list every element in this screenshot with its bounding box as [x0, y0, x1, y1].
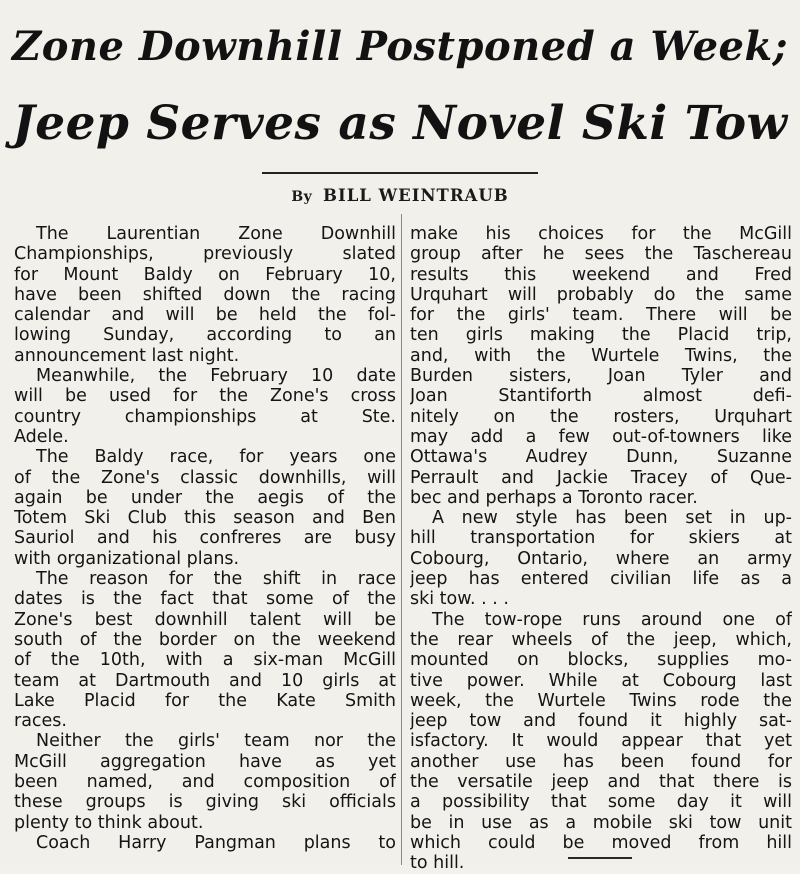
article-line: these groups is giving ski officials	[14, 792, 396, 813]
article-line: may add a few out-of-towners like	[410, 426, 792, 447]
article-line: plenty to think about.	[14, 812, 204, 833]
article-line: with organizational plans.	[14, 548, 240, 569]
article-line: ten girls making the Placid trip,	[410, 325, 792, 346]
article-line: Urquhart will probably do the same	[410, 284, 792, 305]
article-line: be in use as a mobile ski tow unit	[410, 812, 792, 833]
article-line: The Laurentian Zone Downhill	[36, 224, 396, 244]
article-line: A new style has been set in up-	[432, 508, 792, 529]
article-column-right	[410, 224, 792, 874]
article-line: will be used for the Zone's cross	[14, 386, 396, 407]
article-line: races.	[14, 711, 67, 732]
article-line: nitely on the rosters, Urquhart	[410, 406, 792, 427]
article-line: south of the border on the weekend	[14, 629, 396, 650]
article-line: The tow-rope runs around one of	[432, 609, 792, 630]
article-line: bec and perhaps a Toronto racer.	[410, 487, 698, 508]
article-line: Joan Stantiforth almost defi-	[410, 386, 792, 407]
article-line: hill transportation for skiers at	[410, 528, 792, 549]
article-column-left	[14, 224, 396, 853]
article-line: Sauriol and his confreres are busy	[14, 528, 396, 549]
article-line: Meanwhile, the February 10 date	[36, 366, 396, 387]
article-line: The reason for the shift in race	[36, 569, 396, 590]
article-line: again be under the aegis of the	[14, 487, 396, 508]
article-line: ski tow. . . .	[410, 589, 509, 610]
article-line: Adele.	[14, 426, 69, 447]
article-line: Championships, previously slated	[14, 244, 396, 265]
article-line: McGill aggregation have as yet	[14, 751, 396, 772]
article-line: for the girls' team. There will be	[410, 305, 792, 326]
article-line: and, with the Wurtele Twins, the	[410, 345, 792, 366]
article-line: have been shifted down the racing	[14, 284, 396, 305]
article-line: isfactory. It would appear that yet	[410, 731, 792, 752]
article-line: Perrault and Jackie Tracey of Que-	[410, 467, 792, 488]
article-line: a possibility that some day it will	[410, 792, 792, 813]
article-line: of the Zone's classic downhills, will	[14, 467, 396, 488]
article-line: Lake Placid for the Kate Smith	[14, 690, 396, 711]
article-line: for Mount Baldy on February 10,	[14, 264, 396, 285]
headline-line-1: Zone Downhill Postponed a Week;	[12, 23, 788, 70]
article-end-rule	[568, 857, 632, 859]
article-line: jeep tow and found it highly sat-	[410, 711, 792, 732]
article-line: another use has been found for	[410, 751, 792, 772]
article-line: to hill.	[410, 853, 465, 874]
article-line: Coach Harry Pangman plans to	[36, 832, 396, 853]
article-line: group after he sees the Taschereau	[410, 244, 792, 265]
article-line: results this weekend and Fred	[410, 264, 792, 285]
article-line: week, the Wurtele Twins rode the	[410, 690, 792, 711]
column-divider	[401, 214, 402, 865]
byline	[0, 186, 800, 205]
article-line: the rear wheels of the jeep, which,	[410, 629, 792, 650]
article-line: team at Dartmouth and 10 girls at	[14, 670, 396, 691]
article-line: mounted on blocks, supplies mo-	[410, 650, 792, 671]
article-line: country championships at Ste.	[14, 406, 396, 427]
article-line: which could be moved from hill	[410, 832, 792, 853]
article-line: of the 10th, with a six-man McGill	[14, 650, 396, 671]
article-line: make his choices for the McGill	[410, 224, 792, 244]
headline-rule	[262, 172, 538, 174]
byline-prefix: By	[291, 189, 313, 205]
article-line: Zone's best downhill talent will be	[14, 609, 396, 630]
article-line: been named, and composition of	[14, 772, 396, 793]
article-line: lowing Sunday, according to an	[14, 325, 396, 346]
article-line: tive power. While at Cobourg last	[410, 670, 792, 691]
article-line: Burden sisters, Joan Tyler and	[410, 366, 792, 387]
article-line: Neither the girls' team nor the	[36, 731, 396, 752]
headline-line-2: Jeep Serves as Novel Ski Tow	[12, 96, 788, 151]
byline-author: BILL WEINTRAUB	[323, 186, 509, 205]
article-line: calendar and will be held the fol-	[14, 305, 396, 326]
article-line: The Baldy race, for years one	[36, 447, 396, 468]
article-line: dates is the fact that some of the	[14, 589, 396, 610]
article-line: Cobourg, Ontario, where an army	[410, 548, 792, 569]
article-line: the versatile jeep and that there is	[410, 772, 792, 793]
article-line: Totem Ski Club this season and Ben	[14, 508, 396, 529]
article-line: jeep has entered civilian life as a	[410, 569, 792, 590]
article-line: Ottawa's Audrey Dunn, Suzanne	[410, 447, 792, 468]
article-line: announcement last night.	[14, 345, 240, 366]
